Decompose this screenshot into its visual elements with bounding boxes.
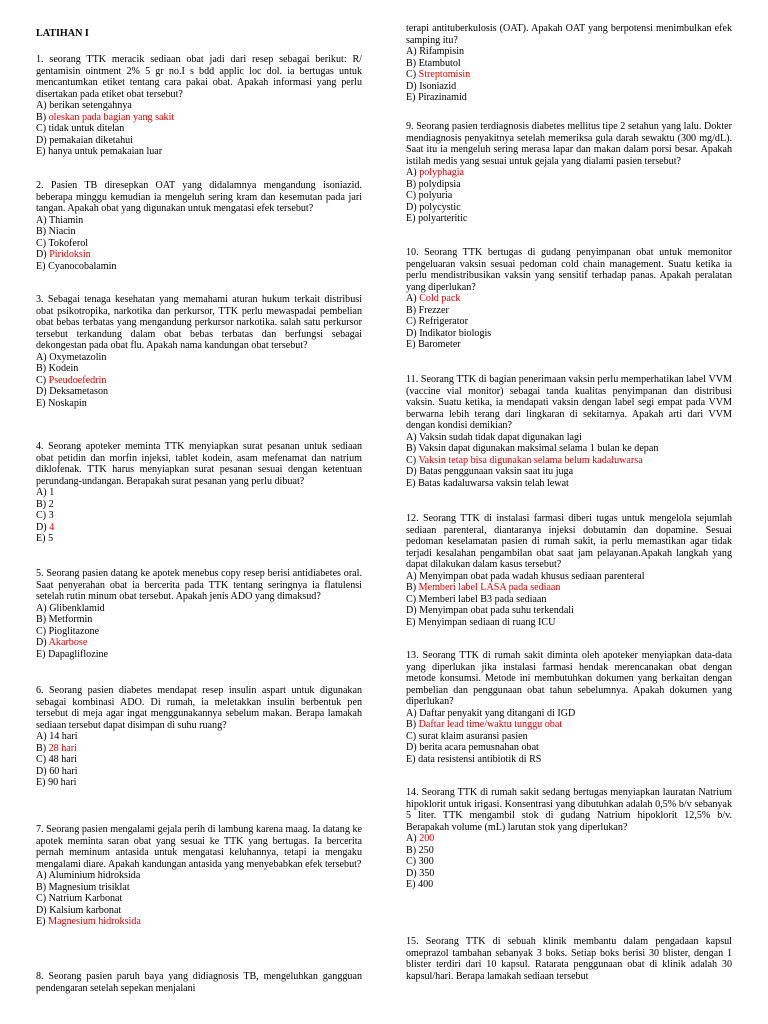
- option-letter: D): [406, 742, 417, 753]
- option-text: Pirazinamid: [418, 92, 467, 103]
- option-letter: C): [406, 730, 417, 742]
- option-text: Cyanocobalamin: [48, 260, 117, 272]
- answer-option-correct: [406, 293, 732, 305]
- answer-option-correct: [406, 582, 732, 594]
- option-text: Cold pack: [419, 293, 461, 304]
- answer-option: [36, 754, 362, 766]
- page-title: LATIHAN I: [36, 28, 89, 39]
- option-text: 60 hari: [49, 765, 78, 777]
- question-stem: 9. Seorang pasien terdiagnosis diabetes mellitus tipe 2 setahun yang lalu. Dokter mendiagnosis penyakitnya setelah memeriksa gula darah sewaktu (300 mg/dL). Saat itu ia mengeluh sering merasa lapar dan makan dalam porsi besar. Apakah istilah medis yang sesuai untuk gejala yang dialami pasien tersebut?: [406, 121, 732, 167]
- answer-option: [36, 626, 362, 638]
- option-text: data resistensi antibiotik di RS: [418, 753, 542, 765]
- option-text: Niacin: [48, 226, 76, 237]
- answer-option-correct: [406, 833, 732, 845]
- option-text: polyphagia: [419, 167, 465, 178]
- option-text: oleskan pada bagian yang sakit: [48, 111, 175, 123]
- question-stem: 10. Seorang TTK bertugas di gudang penyimpanan obat untuk memonitor pengeluaran vaksin sesuai pedoman cold chain management. Suatu ketika ia perlu mendistribusikan vaksin yang sensitif terhadap panas. Apakah peralatan yang diperlukan?: [406, 247, 732, 293]
- question-block: [36, 441, 362, 545]
- option-letter: A): [36, 100, 47, 111]
- option-letter: C): [36, 237, 47, 249]
- option-letter: C): [406, 454, 417, 466]
- answer-option: [406, 617, 732, 629]
- option-text: Kodein: [48, 363, 79, 374]
- option-text: berita acara pemusnahan obat: [419, 742, 539, 753]
- option-text: Batas penggunaan vaksin saat itu juga: [419, 466, 574, 477]
- answer-option: [36, 533, 362, 545]
- option-text: Oxymetazolin: [49, 351, 107, 363]
- option-letter: A): [36, 214, 47, 226]
- option-letter: E): [406, 339, 416, 350]
- option-text: Noskapin: [48, 397, 87, 409]
- question-block: [406, 23, 732, 104]
- question-stem: 5. Seorang pasien datang ke apotek menebus copy resep berisi antidiabetes oral. Saat penyerahan obat ia bercerita pada TTK tentang seringnya ia flatulensi setelah rutin minum obat tersebut. Apakah jenis ADO yang dimaksud?: [36, 568, 362, 602]
- option-text: Refrigerator: [418, 316, 468, 327]
- answer-option: [406, 339, 732, 351]
- question-block: [406, 513, 732, 628]
- option-letter: D): [36, 521, 47, 533]
- option-text: 5: [48, 533, 54, 544]
- answer-option: [36, 352, 362, 364]
- option-letter: B): [36, 226, 47, 237]
- answer-option-correct: [406, 455, 732, 467]
- option-letter: A): [36, 731, 47, 742]
- option-text: polydipsia: [418, 178, 461, 190]
- option-letter: B): [406, 178, 417, 190]
- answer-option: [36, 123, 362, 135]
- option-letter: D): [36, 249, 47, 260]
- answer-option: [406, 594, 732, 606]
- question-stem: 1. seorang TTK meracik sediaan obat jadi dari resep sebagai berikut: R/ gentamisin ointment 2% 5 gr no.I s bdd applic loc dol. ia bertugas untuk mencantumkan etiket tentang cara pakai obat. Apakah informasi yang perlu disertakan pada etiket obat tersebut?: [36, 54, 362, 100]
- question-stem: 3. Sebagai tenaga kesehatan yang memahami aturan hukum terkait distribusi obat psikotropika, narkotika dan perkursor, TTK perlu mewaspadai pembelian obat bebas terbatas yang mengandung perkursor narkotika. salah satu perkursor tersebut terkandung dalam obat bebas terbatas dan berfungsi sebagai dekongestan pada obat flu. Apakah nama kandungan obat tersebut?: [36, 294, 362, 351]
- option-letter: D): [36, 765, 47, 777]
- option-letter: D): [406, 605, 417, 616]
- answer-option: [36, 226, 362, 238]
- answer-option: [36, 100, 362, 112]
- option-text: 200: [419, 833, 435, 844]
- answer-option: [36, 510, 362, 522]
- answer-option: [406, 466, 732, 478]
- option-text: Memberi label B3 pada sediaan: [418, 593, 547, 605]
- option-text: Frezzer: [418, 304, 449, 316]
- question-block: [406, 121, 732, 225]
- option-letter: A): [406, 167, 417, 178]
- option-text: Menyimpan obat pada suhu terkendali: [419, 605, 574, 616]
- answer-option: [36, 614, 362, 626]
- option-letter: C): [36, 893, 47, 904]
- option-letter: D): [36, 904, 47, 916]
- option-text: Glibenklamid: [49, 602, 105, 614]
- option-text: 28 hari: [48, 742, 77, 754]
- option-text: Menyimpan sediaan di ruang ICU: [418, 616, 556, 628]
- option-letter: E): [406, 753, 416, 765]
- option-text: Thiamin: [49, 214, 84, 226]
- answer-option: [406, 46, 732, 58]
- answer-option: [36, 261, 362, 273]
- question-block: [406, 936, 732, 982]
- option-text: Pseudoefedrin: [48, 374, 107, 386]
- answer-option: [406, 328, 732, 340]
- answer-option: [406, 708, 732, 720]
- option-letter: C): [36, 374, 47, 386]
- answer-option: [406, 571, 732, 583]
- option-text: berikan setengahnya: [49, 100, 132, 111]
- option-letter: B): [406, 582, 417, 593]
- option-text: Magnesium trisiklat: [48, 881, 130, 893]
- answer-option-correct: [36, 743, 362, 755]
- option-text: Memberi label LASA pada sediaan: [418, 582, 561, 593]
- option-text: Isoniazid: [419, 80, 457, 92]
- option-text: Barometer: [418, 339, 461, 350]
- question-stem: 13. Seorang TTK di rumah sakit diminta oleh apoteker menyiapkan data-data yang diperlukan jika instalasi farmasi hendak merencanakan obat dengan metode konsumsi. Metode ini membutuhkan dokumen yang berkaitan dengan pembelian dan penggunaan obat tahun sebelumnya. Apakah dokumen yang diperlukan?: [406, 650, 732, 707]
- answer-option: [406, 879, 732, 891]
- option-text: Menyimpan obat pada wadah khusus sediaan parenteral: [419, 570, 645, 582]
- option-letter: B): [36, 881, 47, 893]
- option-letter: E): [406, 92, 416, 103]
- question-stem: 4. Seorang apoteker meminta TTK menyiapkan surat pesanan untuk sediaan obat petidin dan morfin injeksi, tablet kodein, asam mefenamat dan natrium diklofenak. TTK harus menyiapkan surat pesanan sesuai dengan ketentuan perundang-undangan. Berapakah surat pesanan yang perlu dibuat?: [36, 441, 362, 487]
- option-letter: B): [406, 719, 417, 730]
- option-letter: C): [36, 510, 47, 521]
- question-stem: 11. Seorang TTK di bagian penerimaan vaksin perlu memperhatikan label VVM (vaccine vial monitor) sebagai tanda kualitas penyimpanan dan distribusi vaksin. Suatu ketika, ia mendapati vaksin dengan label segi empat pada VVM berwarna lebih terang dari lingkaran di sekitarnya. Apakah arti dari VVM dengan kondisi demikian?: [406, 374, 732, 431]
- question-block: [406, 650, 732, 765]
- option-text: Vaksin tetap bisa digunakan selama belum kadaluwarsa: [418, 454, 643, 466]
- question-stem: 2. Pasien TB diresepkan OAT yang didalamnya mengandung isoniazid. beberapa minggu kemudian ia mengeluh sering kram dan kesemutan pada jari tangan. Apakah obat yang digunakan untuk mengatasi efek tersebut?: [36, 180, 362, 214]
- option-text: 90 hari: [48, 777, 77, 788]
- answer-option: [406, 58, 732, 70]
- option-text: Deksametason: [49, 386, 109, 397]
- option-letter: E): [406, 616, 416, 628]
- answer-option: [36, 731, 362, 743]
- answer-option: [36, 135, 362, 147]
- option-text: 1: [49, 487, 55, 498]
- option-text: Etambutol: [418, 57, 461, 69]
- option-text: hanya untuk pemakaian luar: [48, 146, 163, 157]
- option-text: 48 hari: [48, 754, 77, 765]
- answer-option: [406, 605, 732, 617]
- option-letter: E): [36, 397, 46, 409]
- option-letter: A): [406, 431, 417, 443]
- option-text: Pioglitazone: [48, 625, 100, 637]
- answer-option-correct: [36, 249, 362, 261]
- option-text: Aluminium hidroksida: [48, 870, 141, 881]
- answer-option: [406, 202, 732, 214]
- answer-option: [406, 731, 732, 743]
- answer-option: [36, 870, 362, 882]
- option-text: Rifampisin: [419, 46, 465, 57]
- option-text: polyarteritic: [418, 213, 468, 224]
- option-text: Metformin: [48, 614, 93, 625]
- answer-option: [406, 305, 732, 317]
- option-letter: E): [406, 213, 416, 224]
- option-letter: E): [406, 477, 416, 489]
- question-block: [36, 180, 362, 272]
- option-text: 14 hari: [49, 731, 78, 742]
- answer-option: [36, 777, 362, 789]
- answer-option-correct: [36, 916, 362, 928]
- option-text: Indikator biologis: [419, 327, 492, 339]
- question-block: [36, 685, 362, 789]
- answer-option: [36, 649, 362, 661]
- answer-option: [36, 882, 362, 894]
- question-block: [406, 247, 732, 351]
- option-text: Streptomisin: [418, 69, 471, 80]
- option-text: Dapagliflozine: [48, 648, 109, 660]
- option-text: Magnesium hidroksida: [48, 916, 141, 927]
- option-letter: A): [36, 487, 47, 498]
- option-letter: D): [406, 867, 417, 879]
- option-letter: C): [406, 69, 417, 80]
- option-letter: E): [36, 146, 46, 157]
- question-stem: terapi antituberkulosis (OAT). Apakah OAT yang berpotensi menimbulkan efek samping itu?: [406, 23, 732, 46]
- option-text: pemakaian diketahui: [49, 134, 133, 146]
- option-letter: D): [36, 134, 47, 146]
- question-stem: 14. Seorang TTK di rumah sakit sedang bertugas menyiapkan lauratan Natrium hipoklorit untuk irigasi. Konsentrasi yang dibutuhkan adalah 0,5% b/v sebanyak 5 liter. TTK mengambil stok di gudang Natrium hipoklorit 12,5% b/v. Berapakah volume (mL) larutan stok yang diperlukan?: [406, 787, 732, 833]
- option-letter: C): [406, 856, 417, 867]
- question-block: [406, 787, 732, 891]
- option-letter: B): [36, 111, 47, 123]
- option-letter: D): [36, 386, 47, 397]
- option-text: 250: [418, 844, 434, 856]
- option-letter: C): [406, 316, 417, 327]
- answer-option: [36, 487, 362, 499]
- answer-option: [36, 363, 362, 375]
- answer-option-correct: [36, 637, 362, 649]
- answer-option-correct: [36, 522, 362, 534]
- answer-option: [36, 893, 362, 905]
- option-letter: D): [406, 80, 417, 92]
- answer-option: [406, 432, 732, 444]
- option-text: Piridoksin: [49, 249, 91, 260]
- option-letter: D): [406, 466, 417, 477]
- option-text: 400: [418, 879, 434, 890]
- question-block: [406, 374, 732, 489]
- option-text: Daftar lead time/waktu tunggu obat: [418, 719, 563, 730]
- option-letter: D): [36, 637, 47, 648]
- option-text: tidak untuk ditelan: [48, 123, 125, 134]
- option-letter: E): [36, 533, 46, 544]
- answer-option-correct: [406, 167, 732, 179]
- question-block: [36, 294, 362, 409]
- option-letter: B): [36, 363, 47, 374]
- answer-option: [36, 499, 362, 511]
- option-letter: E): [406, 879, 416, 890]
- option-text: Akarbose: [48, 637, 88, 648]
- answer-option-correct: [36, 375, 362, 387]
- answer-option-correct: [36, 112, 362, 124]
- answer-option: [36, 905, 362, 917]
- option-letter: B): [406, 57, 417, 69]
- option-letter: B): [406, 844, 417, 856]
- question-stem: 15. Seorang TTK di sebuah klinik membantu dalam pengadaan kapsul omeprazol tambahan sebanyak 3 boks. Setiap boks berisi 30 blister, dengan 1 blister terdiri dari 10 kapsul. Ratarata penggunaan obat di klinik adalah 30 kapsul/hari. Berapa lamakah sediaan tersebut: [406, 936, 732, 982]
- answer-option: [406, 92, 732, 104]
- question-stem: 7. Seorang pasien mengalami gejala perih di lambung karena maag. Ia datang ke apotek meminta saran obat yang sesuai ke TTK yang bertugas. Ia bercerita pernah meminum antasida untuk mengatasi keluhannya, tetapi ia mengaku mengalami diare. Apakah kandungan antasida yang menyebabkan efek tersebut?: [36, 824, 362, 870]
- option-letter: E): [36, 777, 46, 788]
- answer-option: [36, 766, 362, 778]
- question-stem: 12. Seorang TTK di instalasi farmasi diberi tugas untuk mengelola sejumlah sediaan parenteral, diantaranya injeksi dobutamin dan dopamine. Sesuai pedoman keselamatan pasien di rumah sakit, ia perlu memastikan agar tidak terjadi kesalahan pengambilan obat saat jam pelayanan.Apakah langkah yang dapat dilakukan dalam kasus tersebut?: [406, 513, 732, 570]
- option-letter: A): [36, 351, 47, 363]
- option-text: 3: [48, 510, 54, 521]
- answer-option: [406, 443, 732, 455]
- answer-option: [36, 603, 362, 615]
- option-letter: B): [36, 614, 47, 625]
- option-text: Vaksin dapat digunakan maksimal selama 1 bulan ke depan: [418, 443, 659, 454]
- option-letter: E): [36, 916, 46, 927]
- option-letter: B): [406, 304, 417, 316]
- answer-option: [36, 398, 362, 410]
- option-letter: D): [406, 327, 417, 339]
- option-text: Batas kadaluwarsa vaksin telah lewat: [418, 477, 569, 489]
- question-block: [36, 54, 362, 158]
- option-letter: C): [36, 123, 47, 134]
- option-letter: A): [406, 46, 417, 57]
- question-block: [36, 971, 362, 994]
- option-letter: C): [406, 593, 417, 605]
- answer-option: [36, 386, 362, 398]
- option-letter: E): [36, 260, 46, 272]
- answer-option: [406, 856, 732, 868]
- answer-option: [406, 754, 732, 766]
- option-text: polyuria: [418, 190, 453, 201]
- option-letter: A): [406, 293, 417, 304]
- option-letter: A): [36, 870, 47, 881]
- option-text: Natrium Karbonat: [48, 893, 123, 904]
- answer-option: [406, 179, 732, 191]
- answer-option-correct: [406, 69, 732, 81]
- answer-option: [36, 215, 362, 227]
- option-letter: A): [406, 707, 417, 719]
- question-block: [36, 824, 362, 928]
- option-text: surat klaim asuransi pasien: [418, 730, 528, 742]
- option-text: 4: [49, 521, 55, 533]
- option-letter: C): [36, 754, 47, 765]
- option-letter: C): [36, 625, 47, 637]
- answer-option: [406, 190, 732, 202]
- option-letter: B): [36, 742, 47, 754]
- answer-option: [406, 478, 732, 490]
- answer-option: [406, 845, 732, 857]
- answer-option: [36, 238, 362, 250]
- option-text: Vaksin sudah tidak dapat digunakan lagi: [419, 431, 582, 443]
- answer-option: [406, 81, 732, 93]
- option-letter: A): [406, 570, 417, 582]
- answer-option: [406, 868, 732, 880]
- option-letter: B): [36, 498, 47, 510]
- option-text: Daftar penyakit yang ditangani di IGD: [419, 707, 576, 719]
- option-text: Kalsium karbonat: [49, 904, 122, 916]
- option-letter: B): [406, 443, 417, 454]
- option-text: Tokoferol: [48, 237, 89, 249]
- option-text: 300: [418, 856, 434, 867]
- answer-option-correct: [406, 719, 732, 731]
- option-letter: D): [406, 201, 417, 213]
- option-text: 2: [48, 498, 54, 510]
- option-text: polycystic: [419, 201, 461, 213]
- answer-option: [36, 146, 362, 158]
- question-stem: 6. Seorang pasien diabetes mendapat resep insulin aspart untuk digunakan sebagai kombinasi ADO. Di rumah, ia meletakkan insulin berbentuk pen tersebut di meja agar ingat menggunakannya sebelum makan. Berapa lamakah sediaan tersebut dapat disimpan di suhu ruang?: [36, 685, 362, 731]
- option-letter: A): [406, 833, 417, 844]
- question-block: [36, 568, 362, 660]
- answer-option: [406, 316, 732, 328]
- option-letter: A): [36, 602, 47, 614]
- answer-option: [406, 742, 732, 754]
- question-stem: 8. Seorang pasien paruh baya yang didiagnosis TB, mengeluhkan gangguan pendengaran setelah sepekan menjalani: [36, 971, 362, 994]
- option-letter: E): [36, 648, 46, 660]
- option-text: 350: [419, 867, 435, 879]
- option-letter: C): [406, 190, 417, 201]
- answer-option: [406, 213, 732, 225]
